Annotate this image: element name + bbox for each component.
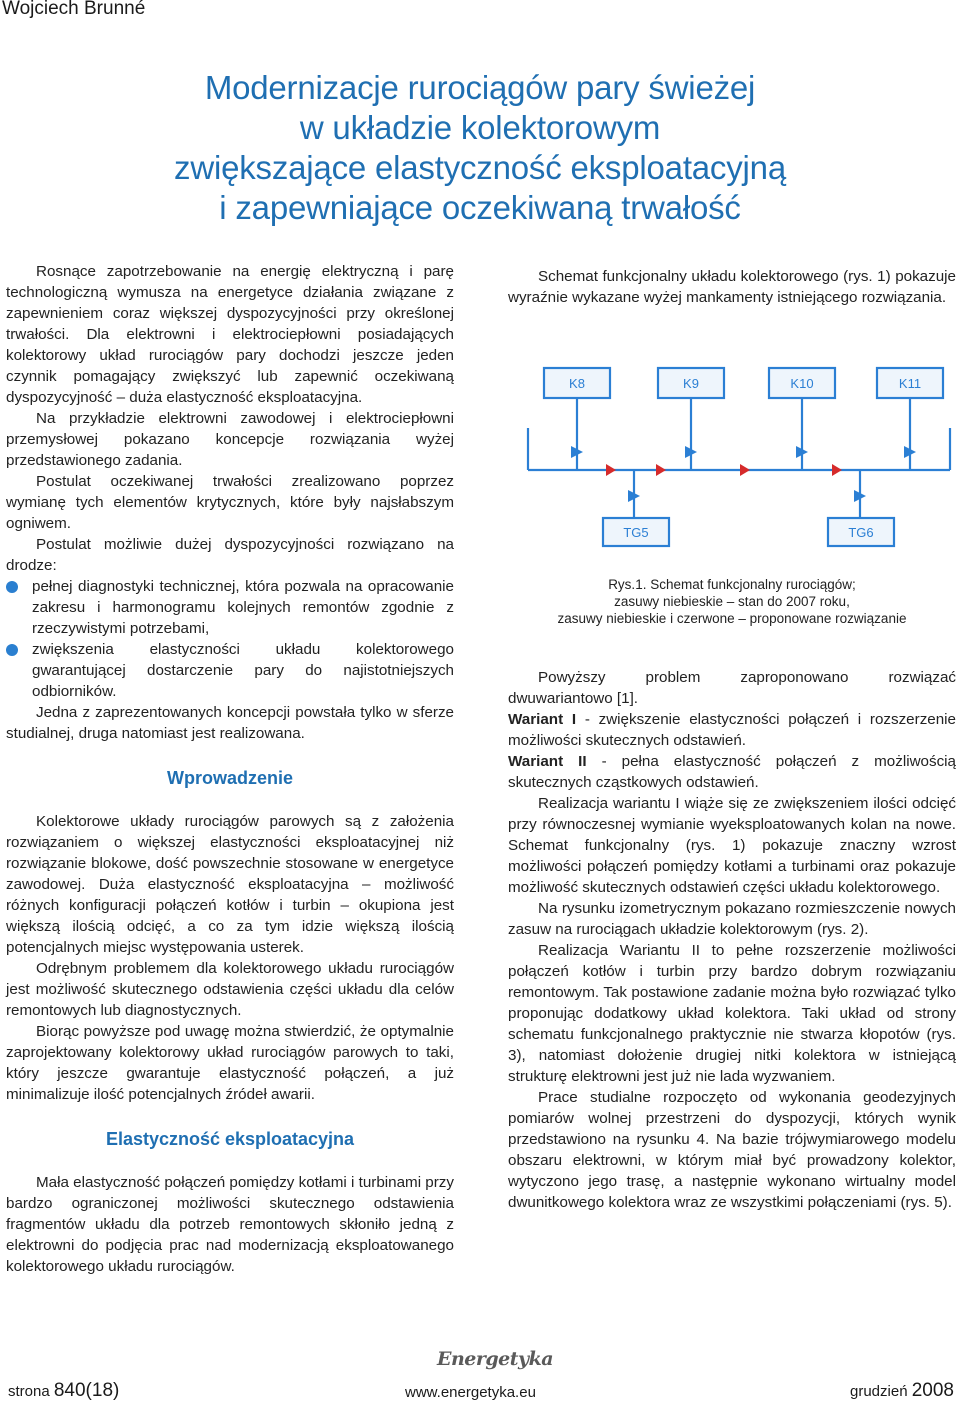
variant-paragraph [508,709,956,751]
lead-paragraph: Rosnące zapotrzebowanie na energię elektryczną i parę technologiczną wymusza na energetyce działania związane z zapewnieniem coraz większej dyspozycyjności przy określonej trwałości. Dla elektrowni i elektrociepłowni posiadających kolektorowy układ rurociągów pary dochodzi jeszcze jeden czynnik pomagający zwiększyć lub zapewnić oczekiwaną dyspozycyjność – duża elastyczność eksploatacyjna. [6,263,454,406]
boiler-label: K9 [683,376,699,391]
turbine-label: TG5 [623,525,649,540]
paragraph: Odrębnym problemem dla kolektorowego układu rurociągów jest możliwość skutecznego odstawienia części układu dla celów remontowych lub diagnostycznych. [6,960,454,1019]
variant-label: Wariant I [508,711,577,728]
issue-month: grudzień [850,1383,912,1400]
section-heading: Wprowadzenie [166,768,293,788]
paragraph: Powyższy problem zaproponowano rozwiązać dwuwariantowo [1]. [508,669,956,707]
variant-text: - pełna elastyczność połączeń z możliwością skutecznych cząstkowych odstawień. [508,753,956,791]
article-title [60,68,900,228]
page-prefix: strona [8,1383,54,1400]
paragraph: Na przykładzie elektrowni zawodowej i elektrociepłowni przemysłowej pokazano koncepcje rozwiązania wyżej przedstawionego zadania. [6,410,454,469]
issue-date [850,1380,954,1402]
list-item [6,639,454,702]
list-item-text: pełnej diagnostyki technicznej, która pozwala na opracowanie zakresu i harmonogramu kolejnych remontów zgodnie z rzeczywistymi potrzebami, [32,578,454,637]
caption-line: zasuwy niebieskie – stan do 2007 roku, [614,594,850,609]
right-column-bottom [508,667,956,1213]
existing-valves [571,446,916,502]
valve-icon [656,464,666,476]
turbine-label: TG6 [848,525,874,540]
page-num: 840(18) [53,1380,120,1401]
right-column-top [508,266,956,308]
boiler-label: K8 [569,376,585,391]
website-url[interactable]: www.energetyka.eu [405,1384,536,1401]
paragraph: Biorąc powyższe pod uwagę można stwierdzić, że optymalnie zaprojektowany kolektorowy układ rurociągów parowych to taki, który jeszcze gwarantuje elastyczność połączeń, a już minimalizuje ilość potencjalnych źródeł awarii. [6,1023,454,1103]
variant-paragraph [508,751,956,793]
bullet-dot-icon [6,581,18,593]
caption-line: zasuwy niebieskie i czerwone – proponowane rozwiązanie [557,611,907,626]
variant-text: - zwiększenie elastyczności połączeń i rozszerzenie możliwości skutecznych odstawień. [508,711,956,749]
page-number [8,1380,119,1402]
paragraph: Postulat oczekiwanej trwałości zrealizowano poprzez wymianę tych elementów krytycznych, które były najsłabszym ogniwem. [6,473,454,532]
left-column [6,261,454,1277]
title-line: w układzie kolektorowym [299,109,661,146]
section-heading: Elastyczność eksploatacyjna [105,1129,355,1149]
figure-caption [508,576,956,627]
list-item-text: zwiększenia elastyczności układu kolektorowego gwarantującej dostarczenie pary do najistotniejszych odbiorników. [32,641,454,700]
valve-icon [832,464,842,476]
piping-schematic-diagram [520,348,956,582]
paragraph: Schemat funkcjonalny układu kolektorowego (rys. 1) pokazuje wyraźnie wykazane wyżej mankamenty istniejącego rozwiązania. [508,268,956,306]
title-line: i zapewniające oczekiwaną trwałość [219,189,741,226]
list-item [6,576,454,639]
boiler-label: K11 [898,376,922,391]
paragraph: Na rysunku izometrycznym pokazano rozmieszczenie nowych zasuw na rurociągach układzie kolektorowym (rys. 2). [508,900,956,938]
variant-label: Wariant II [508,753,587,770]
issue-year: 2008 [911,1380,954,1401]
boiler-label: K10 [790,376,814,391]
bullet-dot-icon [6,644,18,656]
author-name: Wojciech Brunné [2,0,146,19]
valve-icon [740,464,750,476]
paragraph: Realizacja Wariantu II to pełne rozszerzenie możliwości połączeń kotłów i turbin przy bardzo dobrym rozwiązaniu remontowym. Tak postawione zadanie można było rozwiązać tylko proponując dodatkowy układ kolektora. Taki układ od strony schematu funkcjonalnego praktycznie nie stwarza kłopotów (rys. 3), natomiast dołożenie drugiej nitki kolektora w istniejącą strukturę elektrowni jest już nie lada wyzwaniem. [508,942,956,1085]
paragraph: Jedna z zaprezentowanych koncepcji powstała tylko w sferze studialnej, druga natomiast jest realizowana. [6,704,454,742]
paragraph: Kolektorowe układy rurociągów parowych są z założenia rozwiązaniem o większej elastyczności eksploatacyjnej niż rozwiązanie blokowe, dość powszechnie stosowane w energetyce zawodowej. Duża elastyczność eksploatacyjna – możliwość różnych konfiguracji połączeń kotłów i turbin – okupiona jest większą ilością odcięć, a co za tym idzie większą ilością potencjalnych miejsc występowania usterek. [6,813,454,956]
energetyka-logo: Energetyka [437,1348,554,1370]
paragraph: Mała elastyczność połączeń pomiędzy kotłami i turbinami przy bardzo ograniczonej możliwości skutecznego odstawienia fragmentów układu dla potrzeb remontowych skłoniło jedną z elektrowni do podjęcia prac nad modernizacją eksploatowanego kolektorowego układu rurociągów. [6,1174,454,1275]
valve-icon [606,464,616,476]
caption-line: Rys.1. Schemat funkcjonalny rurociągów; [608,577,856,592]
paragraph: Postulat możliwie dużej dyspozycyjności rozwiązano na drodze: [6,536,454,574]
paragraph: Prace studialne rozpoczęto od wykonania geodezyjnych pomiarów wolnej przestrzeni do dyspozycji, których wynik przedstawiono na rysunku 4. Na bazie trójwymiarowego modelu obszaru elektrowni, w którym miał być prowadzony kolektor, wytyczono jego trasę, a następnie wykonano wirtualny model dwunitkowego kolektora wraz ze wszystkimi połączeniami (rys. 5). [508,1089,956,1211]
title-line: Modernizacje rurociągów pary świeżej [204,69,756,106]
paragraph: Realizacja wariantu I wiąże się ze zwiększeniem ilości odcięć przy równoczesnej wymianie wyeksploatowanych kolan na nowe. Schemat funkcjonalny (rys. 1) pokazuje znaczny wzrost możliwości połączeń pomiędzy kotłami a turbinami oraz pokazuje możliwość skutecznych odstawień części układu kolektorowego. [508,795,956,896]
title-line: zwiększające elastyczność eksploatacyjną [174,149,786,186]
